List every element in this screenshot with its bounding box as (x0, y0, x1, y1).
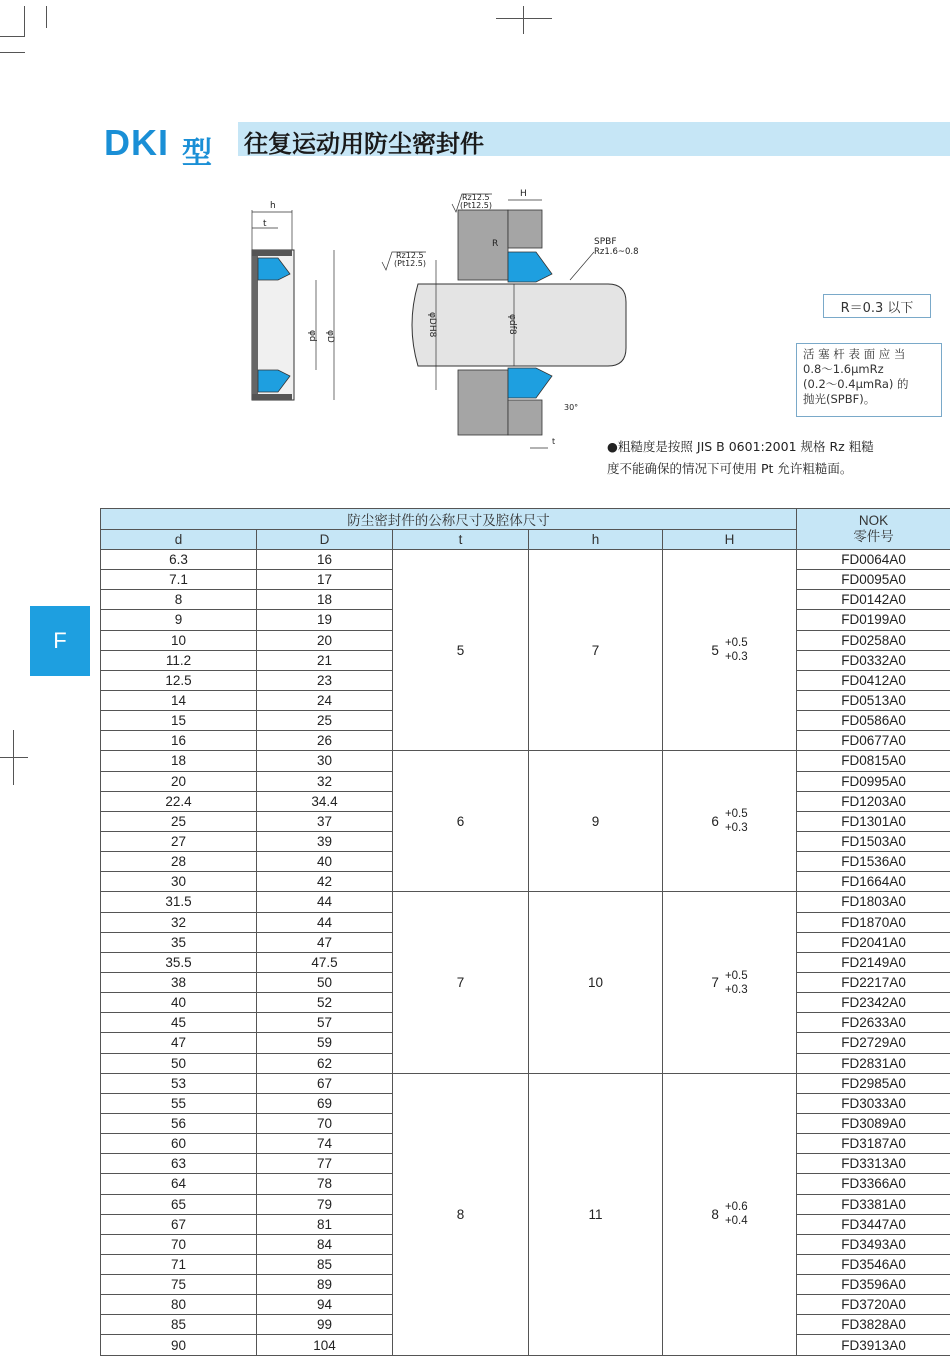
cell-D: 34.4 (257, 791, 393, 811)
cell-d: 50 (101, 1053, 257, 1073)
cell-t: 7 (393, 892, 529, 1073)
cell-part-number: FD0677A0 (797, 731, 950, 751)
cell-part-number: FD3447A0 (797, 1214, 950, 1234)
cell-h: 9 (529, 751, 663, 892)
angle-label: 30° (564, 403, 579, 412)
cell-D: 79 (257, 1194, 393, 1214)
cell-D: 21 (257, 650, 393, 670)
col-header-h: h (529, 530, 663, 550)
table-row (101, 892, 950, 912)
cell-part-number: FD3089A0 (797, 1113, 950, 1133)
cell-d: 11.2 (101, 650, 257, 670)
roughness-note: ●粗糙度是按照 JIS B 0601:2001 规格 Rz 粗糙 度不能确保的情况下可使用 Pt 允许粗糙面。 (607, 439, 874, 476)
H-tolerance (725, 636, 748, 664)
cell-part-number: FD3033A0 (797, 1093, 950, 1113)
cell-part-number: FD2342A0 (797, 993, 950, 1013)
radius-R-label: R (492, 239, 499, 249)
cell-part-number: FD1536A0 (797, 852, 950, 872)
cell-part-number: FD3720A0 (797, 1295, 950, 1315)
cell-d: 40 (101, 993, 257, 1013)
dim-H-label: H (520, 189, 527, 199)
radius-note: R＝0.3 以下 (823, 294, 931, 318)
cell-part-number: FD0199A0 (797, 610, 950, 630)
H-tolerance (725, 1200, 748, 1228)
col-header-d: d (101, 530, 257, 550)
H-tol-upper: +0.5 (724, 969, 748, 982)
cell-D: 19 (257, 610, 393, 630)
dim-df8-label: φdf8 (507, 314, 517, 335)
model-suffix: 型 (182, 136, 212, 171)
cell-D: 25 (257, 711, 393, 731)
cell-part-number: FD0995A0 (797, 771, 950, 791)
cell-d: 60 (101, 1134, 257, 1154)
cell-h: 11 (529, 1073, 663, 1355)
col-header-t: t (393, 530, 529, 550)
table-body (101, 550, 950, 1356)
H-value (711, 969, 747, 997)
crop-mark-top-center-h (496, 18, 552, 19)
table-row (101, 751, 950, 771)
seal-section (252, 201, 335, 400)
cell-D: 57 (257, 1013, 393, 1033)
cell-part-number: FD1870A0 (797, 912, 950, 932)
cell-D: 47.5 (257, 952, 393, 972)
cell-h: 7 (529, 550, 663, 751)
H-tol-lower: +0.4 (724, 1215, 748, 1228)
H-tolerance (725, 969, 748, 997)
crop-mark-top-left-h2 (0, 52, 25, 53)
cell-part-number: FD0815A0 (797, 751, 950, 771)
cell-d: 6.3 (101, 550, 257, 570)
cell-part-number: FD3493A0 (797, 1234, 950, 1254)
cell-part-number: FD3187A0 (797, 1134, 950, 1154)
crop-mark-top-left-v1 (24, 6, 25, 36)
cell-d: 32 (101, 912, 257, 932)
cell-D: 47 (257, 932, 393, 952)
col-header-H: H (663, 530, 797, 550)
cell-part-number: FD0064A0 (797, 550, 950, 570)
cell-D: 62 (257, 1053, 393, 1073)
cell-d: 80 (101, 1295, 257, 1315)
cell-d: 9 (101, 610, 257, 630)
cell-part-number: FD1503A0 (797, 831, 950, 851)
crop-mark-top-left-v2 (46, 6, 47, 28)
rz-top-label-2: (Pt12.5) (460, 201, 493, 210)
H-tol-lower: +0.3 (724, 822, 748, 835)
H-tol-lower: +0.3 (724, 651, 748, 664)
cell-D: 77 (257, 1154, 393, 1174)
cell-d: 28 (101, 852, 257, 872)
H-tol-upper: +0.6 (724, 1201, 748, 1214)
cell-D: 69 (257, 1093, 393, 1113)
cell-part-number: FD0142A0 (797, 590, 950, 610)
H-value (711, 807, 747, 835)
cell-d: 63 (101, 1154, 257, 1174)
surface-finish-note: 活 塞 杆 表 面 应 当 0.8～1.6μmRz (0.2～0.4μmRa) 的 抛光(SPBF)。 (796, 343, 942, 417)
cell-part-number: FD3366A0 (797, 1174, 950, 1194)
cell-d: 55 (101, 1093, 257, 1113)
cell-part-number: FD2985A0 (797, 1073, 950, 1093)
crop-mark-top-left-h (0, 36, 25, 37)
cell-part-number: FD1301A0 (797, 811, 950, 831)
col-header-D: D (257, 530, 393, 550)
cell-D: 81 (257, 1214, 393, 1234)
cell-h: 10 (529, 892, 663, 1073)
cell-d: 64 (101, 1174, 257, 1194)
cell-d: 70 (101, 1234, 257, 1254)
cell-D: 94 (257, 1295, 393, 1315)
cell-D: 67 (257, 1073, 393, 1093)
cell-D: 59 (257, 1033, 393, 1053)
cell-D: 50 (257, 972, 393, 992)
rz-left-label-2: (Pt12.5) (394, 259, 427, 268)
cell-part-number: FD2831A0 (797, 1053, 950, 1073)
spbf-label: SPBF (594, 237, 617, 247)
cell-D: 52 (257, 993, 393, 1013)
cell-D: 85 (257, 1254, 393, 1274)
cell-D: 78 (257, 1174, 393, 1194)
cell-D: 24 (257, 690, 393, 710)
cell-t: 6 (393, 751, 529, 892)
cell-part-number: FD1203A0 (797, 791, 950, 811)
cell-D: 18 (257, 590, 393, 610)
cell-d: 12.5 (101, 670, 257, 690)
nok-header-line2: 零件号 (853, 529, 894, 544)
title-row (104, 118, 950, 171)
cell-part-number: FD3313A0 (797, 1154, 950, 1174)
cell-d: 15 (101, 711, 257, 731)
dim-t-bottom-label: t (552, 437, 556, 446)
cell-D: 16 (257, 550, 393, 570)
cell-d: 10 (101, 630, 257, 650)
H-value (711, 636, 747, 664)
H-tol-lower: +0.3 (724, 983, 748, 996)
cell-part-number: FD0095A0 (797, 570, 950, 590)
cell-D: 84 (257, 1234, 393, 1254)
cell-part-number: FD0258A0 (797, 630, 950, 650)
nok-header-line1: NOK (858, 513, 889, 528)
cell-d: 53 (101, 1073, 257, 1093)
cell-d: 75 (101, 1275, 257, 1295)
cell-H (663, 1073, 797, 1355)
install-section (382, 189, 639, 448)
cell-D: 23 (257, 670, 393, 690)
cell-D: 17 (257, 570, 393, 590)
cell-D: 89 (257, 1275, 393, 1295)
cell-d: 20 (101, 771, 257, 791)
cell-part-number: FD3546A0 (797, 1254, 950, 1274)
section-tab[interactable] (30, 606, 90, 676)
crop-mark-left-mid-v (13, 730, 14, 785)
cell-part-number: FD2633A0 (797, 1013, 950, 1033)
rz-left-label-1: Rz12.5 (396, 251, 424, 260)
section-tab-label: F (53, 628, 67, 653)
cell-D: 26 (257, 731, 393, 751)
cell-part-number: FD2217A0 (797, 972, 950, 992)
cell-H (663, 550, 797, 751)
cell-part-number: FD3596A0 (797, 1275, 950, 1295)
crop-mark-left-mid-h (0, 757, 28, 758)
H-nominal: 8 (711, 1206, 719, 1222)
H-nominal: 7 (711, 975, 719, 991)
cell-D: 74 (257, 1134, 393, 1154)
cell-D: 32 (257, 771, 393, 791)
H-value (711, 1200, 747, 1228)
cell-D: 40 (257, 852, 393, 872)
cell-part-number: FD3913A0 (797, 1335, 950, 1356)
cell-d: 35.5 (101, 952, 257, 972)
cell-d: 71 (101, 1254, 257, 1274)
cell-d: 67 (101, 1214, 257, 1234)
rz-top-label-1: Rz12.5 (462, 193, 490, 202)
table-row (101, 550, 950, 570)
cell-d: 18 (101, 751, 257, 771)
dim-d-label: φd (307, 330, 317, 342)
cell-d: 30 (101, 872, 257, 892)
crop-mark-top-center-v (523, 6, 524, 34)
cell-D: 44 (257, 892, 393, 912)
dim-h-label: h (270, 201, 276, 211)
cell-part-number: FD3828A0 (797, 1315, 950, 1335)
cell-d: 7.1 (101, 570, 257, 590)
rz-spbf-label: Rz1.6~0.8 (594, 247, 639, 257)
H-nominal: 5 (711, 642, 719, 658)
table-row (101, 1073, 950, 1093)
cell-part-number: FD0412A0 (797, 670, 950, 690)
cell-d: 45 (101, 1013, 257, 1033)
cell-part-number: FD1803A0 (797, 892, 950, 912)
cell-d: 16 (101, 731, 257, 751)
cell-D: 39 (257, 831, 393, 851)
cell-d: 56 (101, 1113, 257, 1133)
cell-d: 14 (101, 690, 257, 710)
cell-d: 85 (101, 1315, 257, 1335)
cell-t: 5 (393, 550, 529, 751)
nok-header (797, 509, 950, 550)
page-title: 往复运动用防尘密封件 (244, 130, 484, 158)
cell-H (663, 892, 797, 1073)
dim-D-label: φD (325, 330, 335, 343)
cell-d: 8 (101, 590, 257, 610)
cell-d: 25 (101, 811, 257, 831)
cell-D: 30 (257, 751, 393, 771)
cell-D: 44 (257, 912, 393, 932)
cell-D: 104 (257, 1335, 393, 1356)
dim-t-label: t (263, 219, 267, 229)
cell-part-number: FD2729A0 (797, 1033, 950, 1053)
dim-DH8-label: φDH8 (427, 312, 437, 338)
cell-d: 38 (101, 972, 257, 992)
cell-H (663, 751, 797, 892)
cell-d: 31.5 (101, 892, 257, 912)
H-tolerance (725, 807, 748, 835)
cell-part-number: FD0332A0 (797, 650, 950, 670)
cell-d: 27 (101, 831, 257, 851)
seal-diagram (230, 180, 650, 460)
group-header: 防尘密封件的公称尺寸及腔体尺寸 (101, 509, 797, 530)
cell-d: 65 (101, 1194, 257, 1214)
H-nominal: 6 (711, 813, 719, 829)
cell-part-number: FD0586A0 (797, 711, 950, 731)
cell-D: 70 (257, 1113, 393, 1133)
cell-D: 99 (257, 1315, 393, 1335)
cell-part-number: FD1664A0 (797, 872, 950, 892)
cell-D: 37 (257, 811, 393, 831)
cell-D: 42 (257, 872, 393, 892)
cell-d: 90 (101, 1335, 257, 1356)
cell-d: 22.4 (101, 791, 257, 811)
cell-d: 35 (101, 932, 257, 952)
cell-D: 20 (257, 630, 393, 650)
H-tol-upper: +0.5 (724, 637, 748, 650)
model-name: DKI (104, 122, 169, 163)
cell-part-number: FD2149A0 (797, 952, 950, 972)
cell-t: 8 (393, 1073, 529, 1355)
cell-part-number: FD3381A0 (797, 1194, 950, 1214)
spec-table (100, 508, 950, 1356)
H-tol-upper: +0.5 (724, 808, 748, 821)
cell-part-number: FD0513A0 (797, 690, 950, 710)
cell-d: 47 (101, 1033, 257, 1053)
cell-part-number: FD2041A0 (797, 932, 950, 952)
